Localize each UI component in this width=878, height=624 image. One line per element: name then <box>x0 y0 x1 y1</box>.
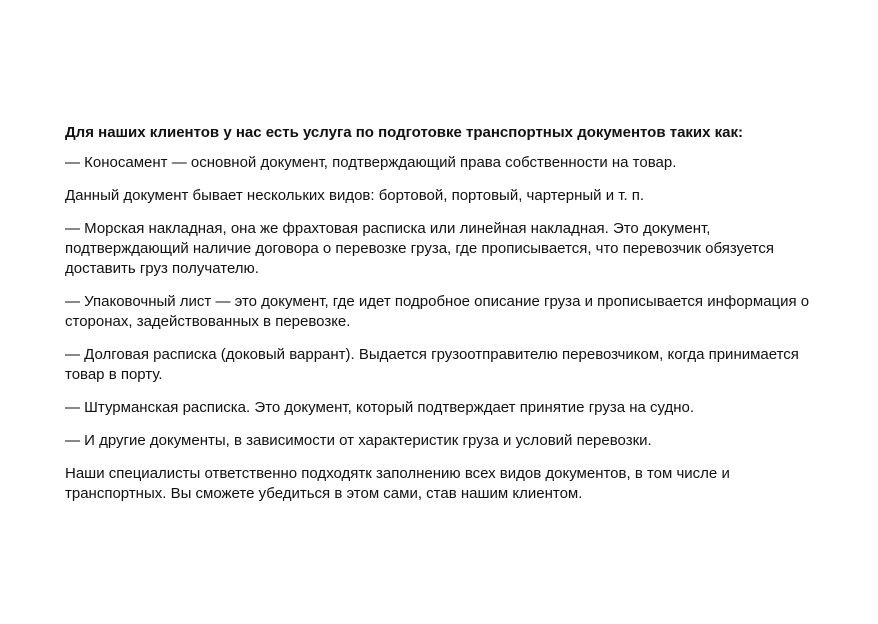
paragraph-other-documents: — И другие документы, в зависимости от характеристик груза и условий перевозки. <box>65 432 652 449</box>
paragraph-bill-types: Данный документ бывает нескольких видов: бортовой, портовый, чартерный и т. п. <box>65 187 645 204</box>
document-body <box>65 123 825 517</box>
paragraph-packing-list: — Упаковочный лист — это документ, где идет подробное описание груза и прописывается информация о сторонах, задействованных в перевозке. <box>65 293 810 330</box>
paragraph-sea-waybill: — Морская накладная, она же фрахтовая расписка или линейная накладная. Это документ, подтверждающий наличие договора о перевозке груза, где прописывается, что перевозчик обязуется доставить груз получателю. <box>65 220 775 277</box>
paragraph-mates-receipt: — Штурманская расписка. Это документ, который подтверждает принятие груза на судно. <box>65 399 695 416</box>
document-heading: Для наших клиентов у нас есть услуга по подготовке транспортных документов таких как: <box>65 124 744 141</box>
paragraph-closing: Наши специалисты ответственно подходятк заполнению всех видов документов, в том числе и транспортных. Вы сможете убедиться в этом сами, став нашим клиентом. <box>65 465 730 502</box>
paragraph-dock-warrant: — Долговая расписка (доковый варрант). Выдается грузоотправителю перевозчиком, когда принимается товар в порту. <box>65 346 799 383</box>
paragraph-bill-of-lading: — Коносамент — основной документ, подтверждающий права собственности на товар. <box>65 154 677 171</box>
